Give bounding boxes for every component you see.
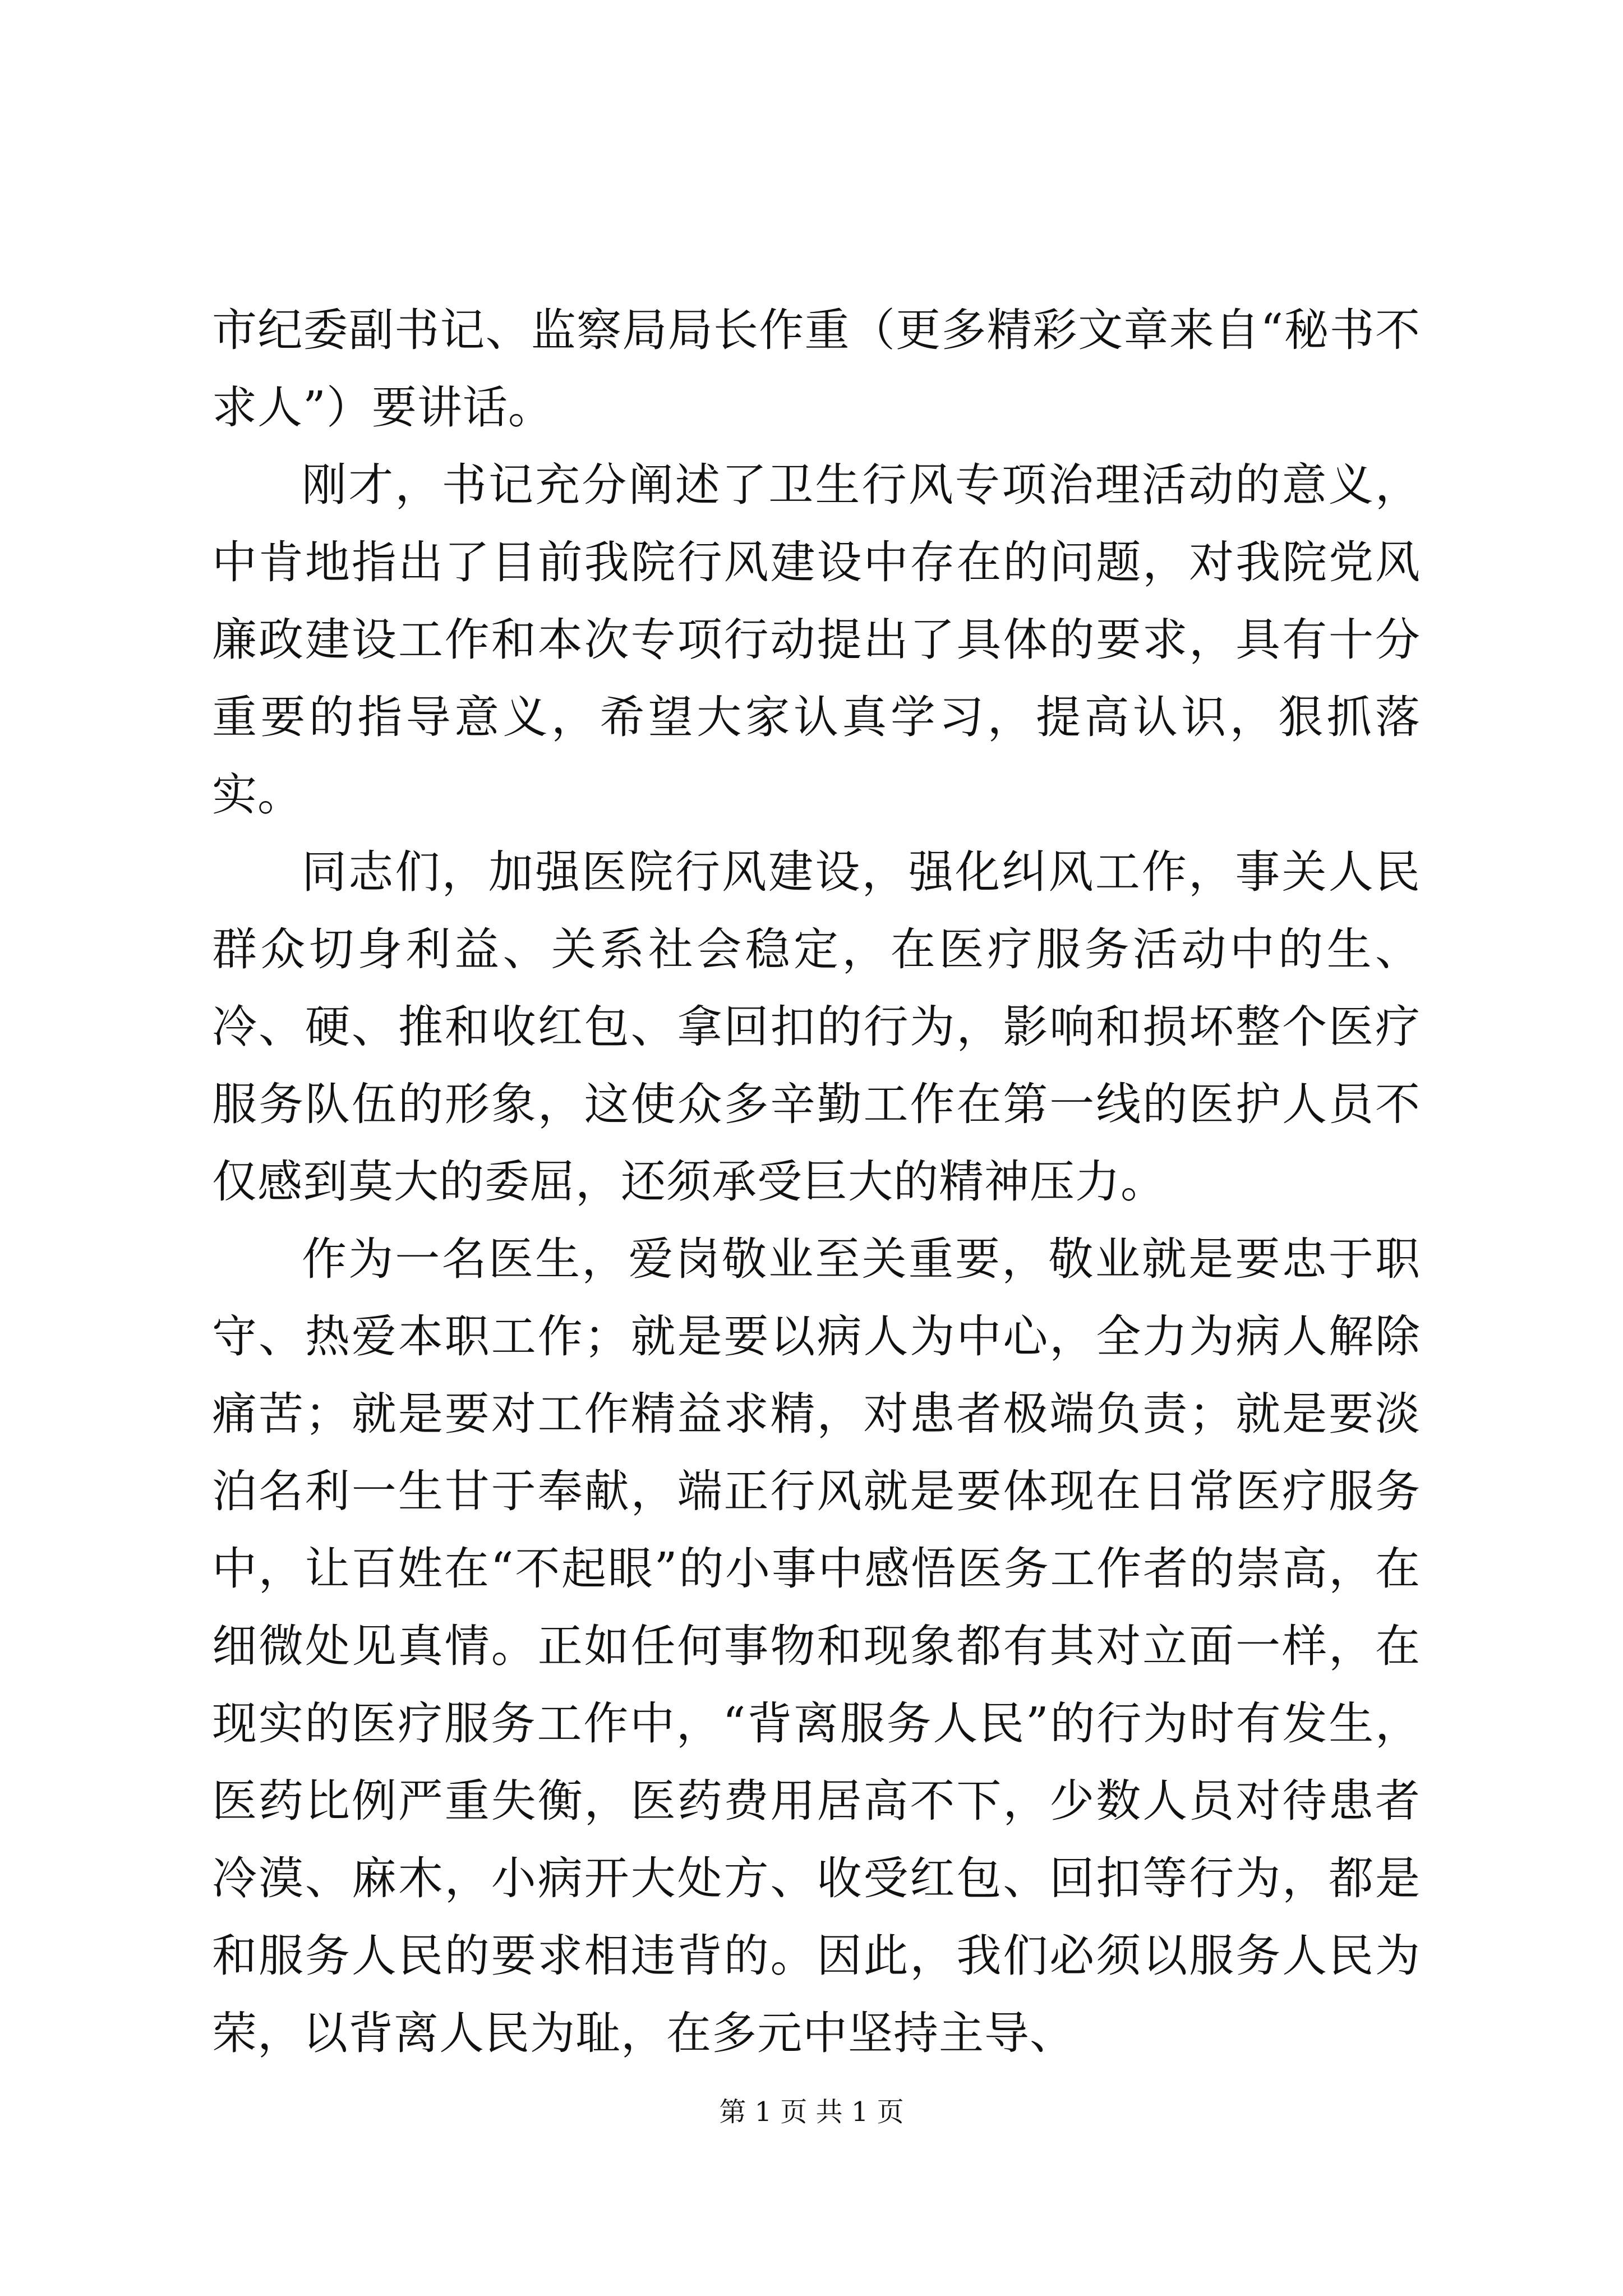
paragraph-3: 同志们，加强医院行风建设，强化纠风工作，事关人民群众切身利益、关系社会稳定，在医疗服务活动中的生、冷、硬、推和收红包、拿回扣的行为，影响和损坏整个医疗服务队伍的形象，这使众多辛勤工作在第一线的医护人员不仅感到莫大的委屈，还须承受巨大的精神压力。 bbox=[212, 846, 1421, 1208]
paragraph-2: 刚才，书记充分阐述了卫生行风专项治理活动的意义，中肯地指出了目前我院行风建设中存在的问题，对我院党风廉政建设工作和本次专项行动提出了具体的要求，具有十分重要的指导意义，希望大家认真学习，提高认识，狠抓落实。 bbox=[212, 459, 1421, 821]
paragraph-4: 作为一名医生，爱岗敬业至关重要，敬业就是要忠于职守、热爱本职工作；就是要以病人为中心，全力为病人解除痛苦；就是要对工作精益求精，对患者极端负责；就是要淡泊名利一生甘于奉献，端正行风就是要体现在日常医疗服务中，让百姓在“不起眼”的小事中感悟医务工作者的崇高，在细微处见真情。正如任何事物和现象都有其对立面一样，在现实的医疗服务工作中，“背离服务人民”的行为时有发生，医药比例严重失衡，医药费用居高不下，少数人员对待患者冷漠、麻木，小病开大处方、收受红包、回扣等行为，都是和服务人民的要求相违背的。因此，我们必须以服务人民为荣，以背离人民为耻，在多元中坚持主导、 bbox=[212, 1233, 1421, 2059]
document-body bbox=[212, 292, 1421, 2072]
paragraph-1: 市纪委副书记、监察局局长作重（更多精彩文章来自“秘书不求人”）要讲话。 bbox=[212, 304, 1421, 434]
page-footer: 第 1 页 共 1 页 bbox=[719, 2096, 904, 2128]
